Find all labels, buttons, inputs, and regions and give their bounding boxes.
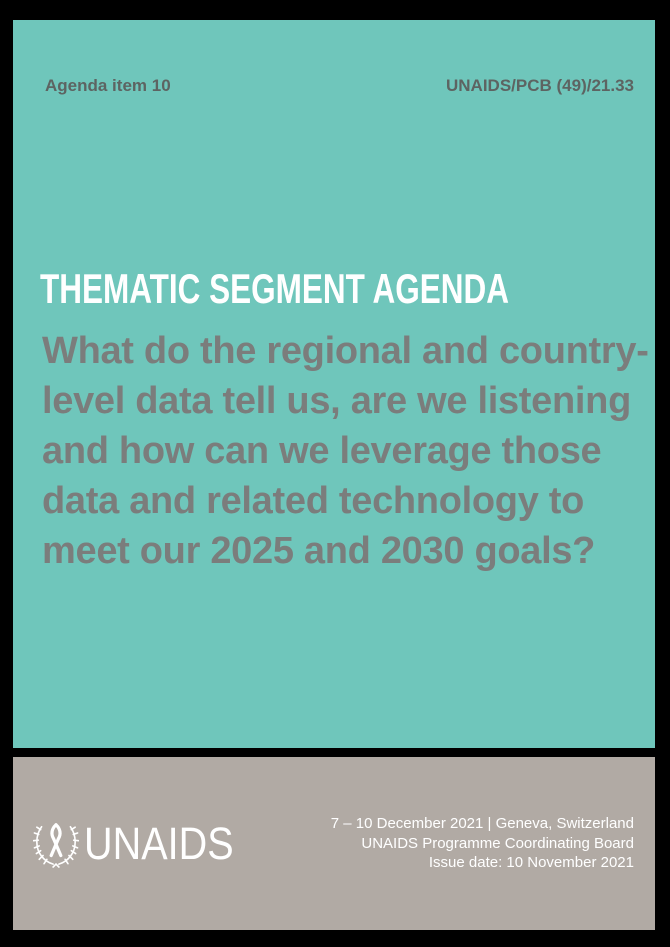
- unaids-emblem-icon: [33, 820, 79, 868]
- meeting-date-location: 7 – 10 December 2021 | Geneva, Switzerland: [330, 815, 634, 833]
- unaids-wordmark: UNAIDS: [84, 818, 234, 869]
- document-title: [42, 326, 649, 576]
- issue-date: Issue date: 10 November 2021: [428, 854, 634, 872]
- agenda-item-label: Agenda item 10: [45, 76, 171, 95]
- document-reference: UNAIDS/PCB (49)/21.33: [445, 76, 634, 95]
- footer-bar: [13, 757, 655, 930]
- unaids-logo: [33, 820, 254, 868]
- title-line: and how can we leverage those: [42, 430, 602, 472]
- title-line: level data tell us, are we listening: [42, 380, 631, 422]
- title-line: meet our 2025 and 2030 goals?: [42, 530, 596, 572]
- title-line: What do the regional and country-: [42, 330, 649, 372]
- board-name: UNAIDS Programme Coordinating Board: [361, 834, 634, 852]
- footer-meta: [331, 814, 634, 873]
- header-row: [45, 76, 634, 96]
- cover-main-panel: [13, 20, 655, 748]
- title-line: data and related technology to: [42, 480, 585, 522]
- section-title: THEMATIC SEGMENT AGENDA: [40, 265, 509, 312]
